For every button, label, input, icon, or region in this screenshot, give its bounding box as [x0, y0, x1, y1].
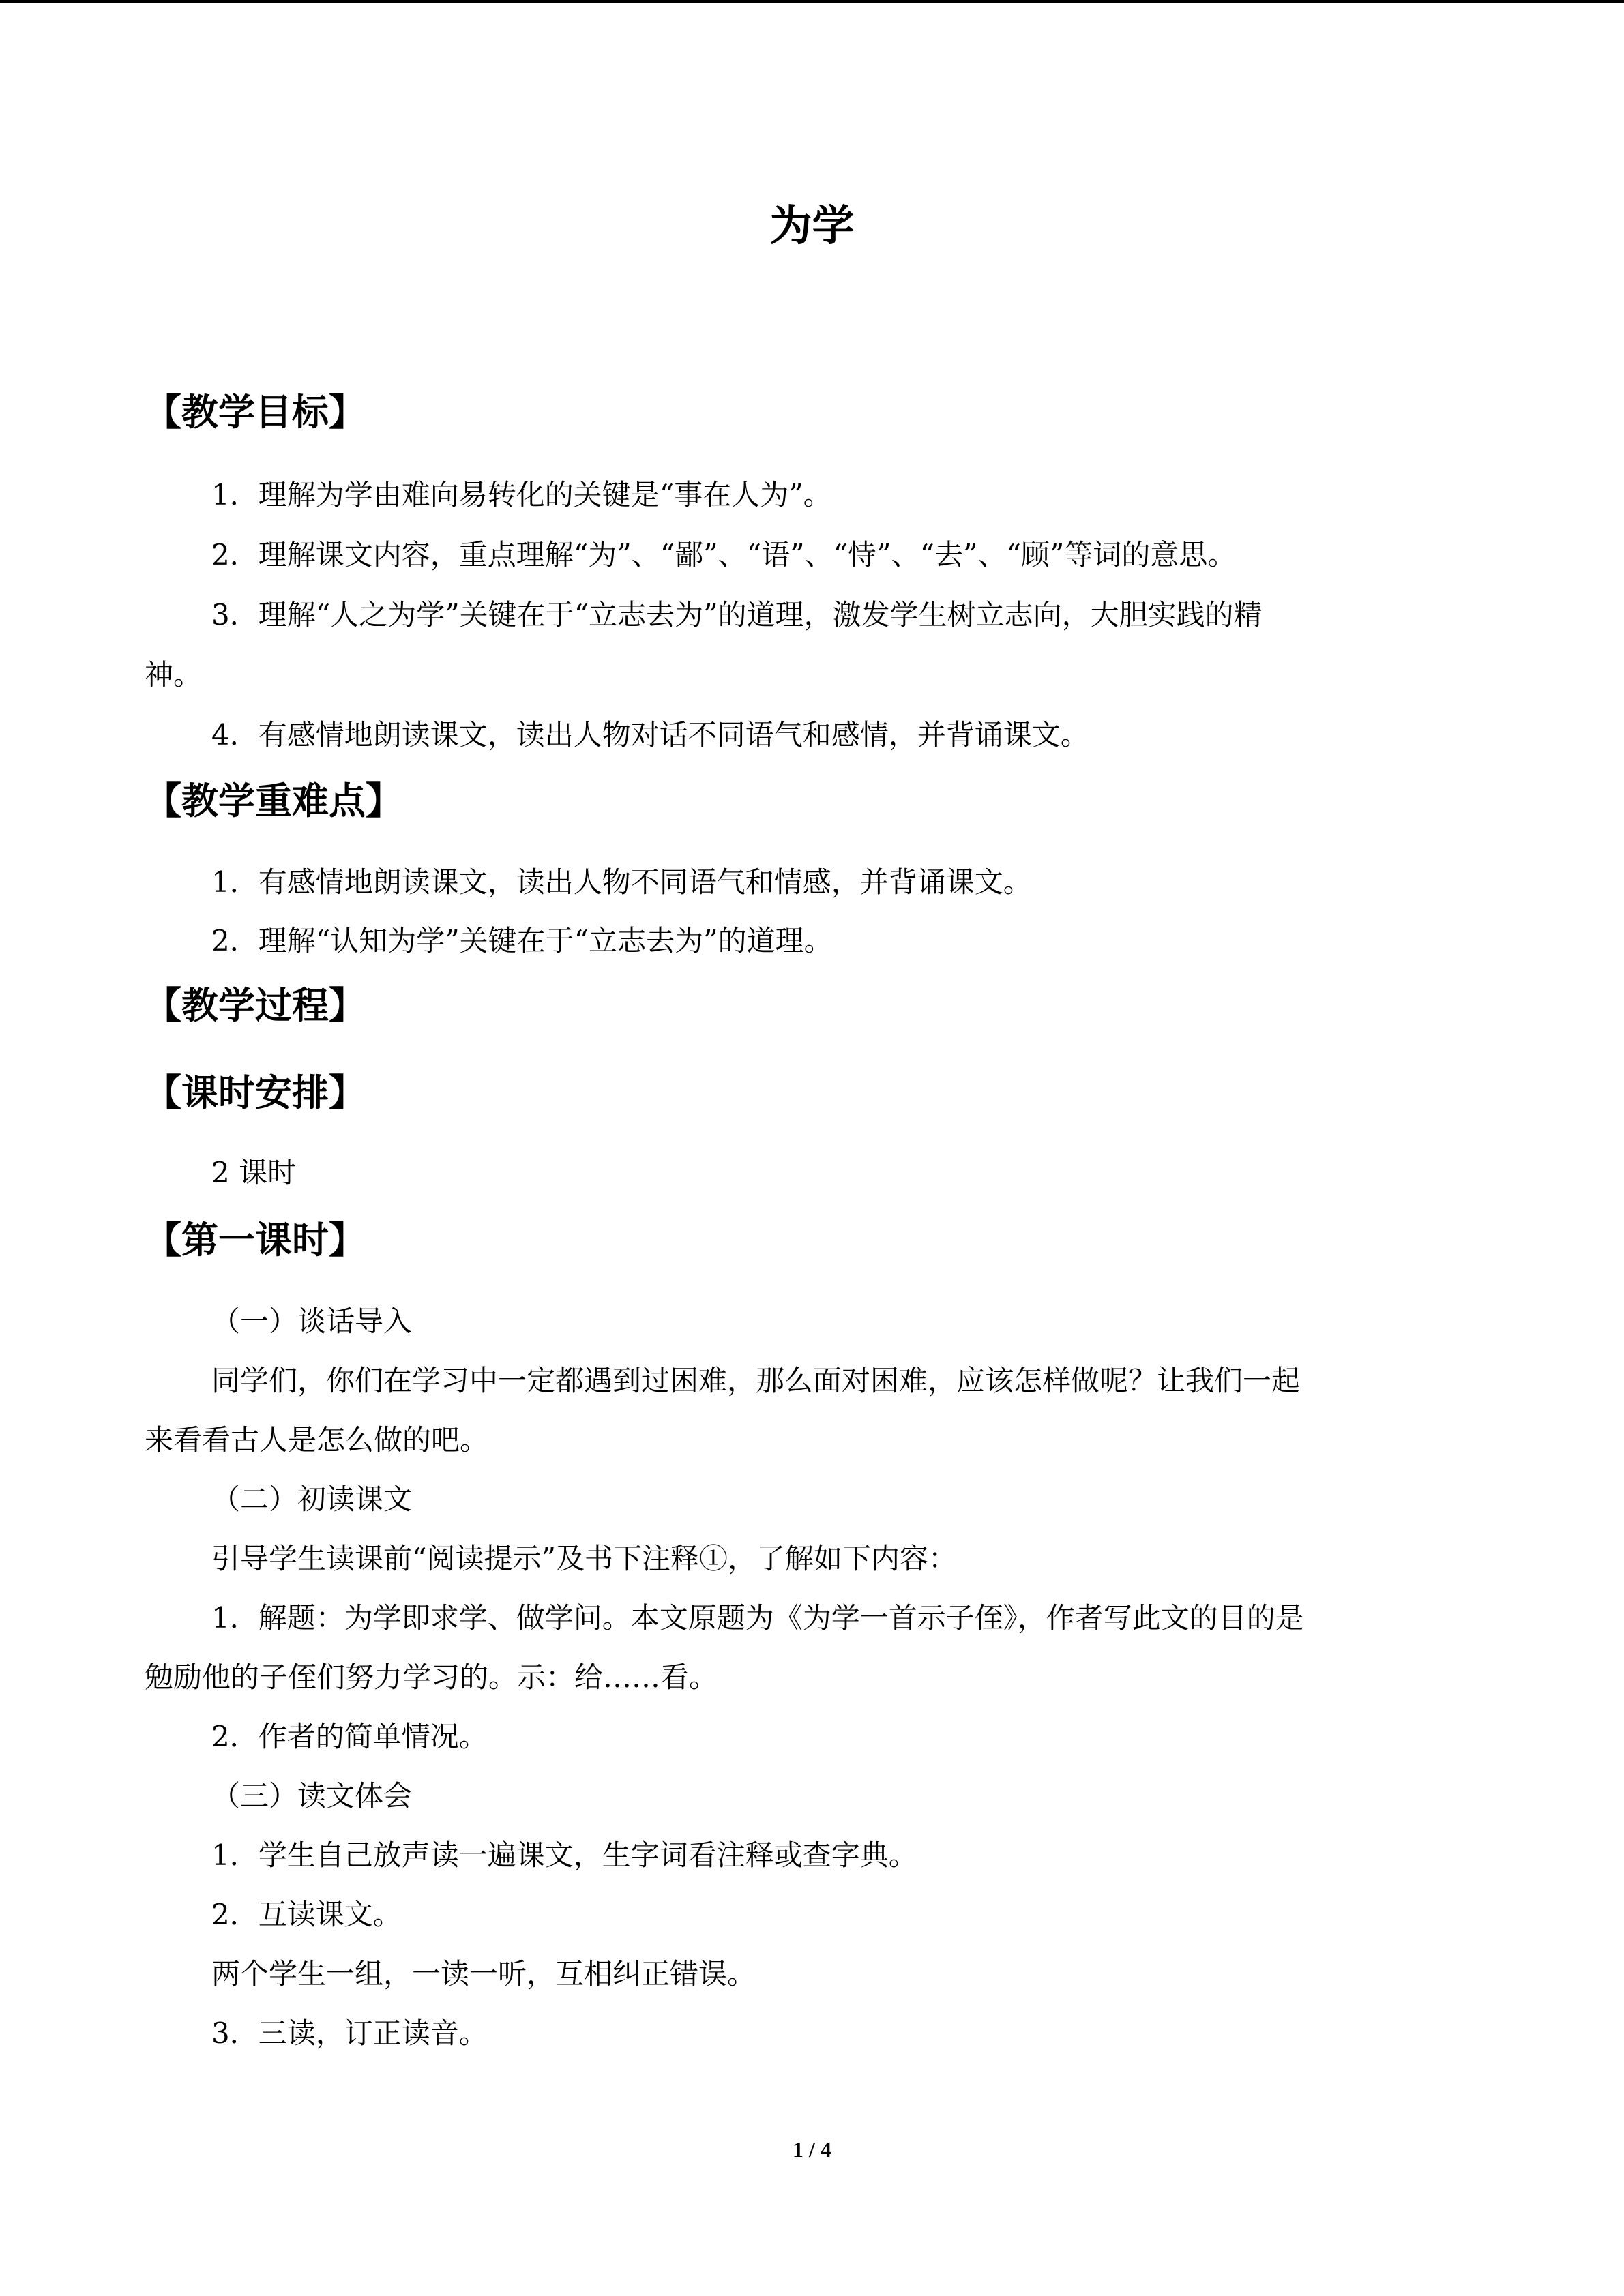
page-title: 为学 — [769, 200, 855, 250]
heading-keypoints: 【教学重难点】 — [145, 779, 402, 822]
lesson-paragraph: 1．解题：为学即求学、做学问。本文原题为《为学一首示子侄》，作者写此文的目的是 — [211, 1601, 1304, 1635]
lesson-paragraph: 勉励他的子侄们努力学习的。示：给……看。 — [145, 1660, 718, 1694]
heading-process: 【教学过程】 — [145, 984, 366, 1027]
lesson-paragraph: 两个学生一组，一读一听，互相纠正错误。 — [211, 1957, 756, 1991]
lesson-paragraph: 来看看古人是怎么做的吧。 — [145, 1423, 489, 1457]
schedule-text: 2 课时 — [211, 1156, 297, 1189]
lesson-paragraph: 3．三读，订正读音。 — [211, 2016, 488, 2050]
goal-item: 2．理解课文内容，重点理解“为”、“鄙”、“语”、“恃”、“去”、“顾”等词的意思。 — [211, 538, 1237, 571]
keypoint-item: 2．理解“认知为学”关键在于“立志去为”的道理。 — [211, 924, 833, 957]
lesson-subheading: （一）谈话导入 — [211, 1304, 413, 1338]
lesson-subheading: （二）初读课文 — [211, 1482, 413, 1516]
goal-item: 3．理解“人之为学”关键在于“立志去为”的道理，激发学生树立志向，大胆实践的精 — [211, 598, 1263, 631]
lesson-paragraph: 同学们，你们在学习中一定都遇到过困难，那么面对困难，应该怎样做呢？让我们一起 — [211, 1364, 1301, 1397]
heading-lesson1: 【第一课时】 — [145, 1219, 366, 1262]
lesson-subheading: （三）读文体会 — [211, 1779, 413, 1813]
goal-item-continued: 神。 — [145, 658, 203, 691]
lesson-paragraph: 1．学生自己放声读一遍课文，生字词看注释或查字典。 — [211, 1838, 917, 1872]
lesson-paragraph: 引导学生读课前“阅读提示”及书下注释①，了解如下内容： — [211, 1542, 957, 1575]
lesson-paragraph: 2．作者的简单情况。 — [211, 1720, 488, 1753]
heading-goals: 【教学目标】 — [145, 391, 366, 434]
lesson-paragraph: 2．互读课文。 — [211, 1898, 402, 1931]
goal-item: 1．理解为学由难向易转化的关键是“事在人为”。 — [211, 478, 832, 511]
top-border — [0, 0, 1624, 3]
page-number: 1 / 4 — [793, 2137, 831, 2162]
keypoint-item: 1．有感情地朗读课文，读出人物不同语气和情感，并背诵课文。 — [211, 865, 1032, 899]
goal-item: 4．有感情地朗读课文，读出人物对话不同语气和感情，并背诵课文。 — [211, 718, 1089, 751]
heading-schedule: 【课时安排】 — [145, 1071, 366, 1114]
